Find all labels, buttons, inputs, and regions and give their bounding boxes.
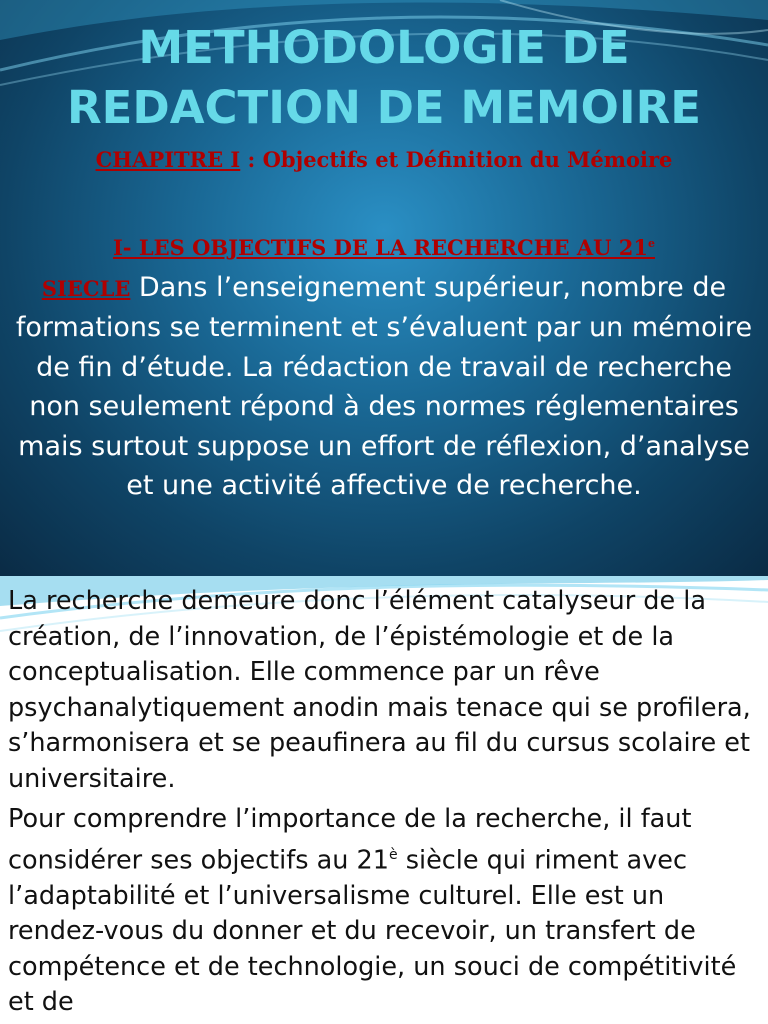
text-panel [0, 576, 768, 1024]
slide-body [8, 224, 760, 506]
title-line-1: METHODOLOGIE DE [138, 21, 630, 74]
section-heading-sup: e [648, 237, 656, 250]
paragraph-2 [8, 802, 763, 1021]
section-heading-text: I- LES OBJECTIFS DE LA RECHERCHE AU 21 [112, 235, 649, 260]
title-line-2: REDACTION DE MEMOIRE [66, 81, 702, 134]
chapter-heading [0, 147, 768, 172]
paragraph-2-text-b: siècle qui riment avec l’adaptabilité et l’universalisme culturel. Elle est un rendez-vous du donner et du recevoir, un transfert de compétence et de technologie, un souci de compétitivité et de [8, 845, 737, 1017]
paragraph-1: La recherche demeure donc l’élément catalyseur de la création, de l’innovation, de l’épistémologie et de la conceptualisation. Elle commence par un rêve psychanalytiquement anodin mais tenace qui se profilera, s’harmonisera et se peaufinera au fil du cursus scolaire et universitaire. [8, 586, 751, 794]
slide-title [0, 18, 768, 138]
paragraph-2-sup: è [388, 846, 398, 863]
paragraph-2-text-a: Pour comprendre l’importance de la recherche, il faut considérer ses objectifs au 21 [8, 804, 692, 875]
slide-body-text: Dans l’enseignement supérieur, nombre de formations se terminent et s’évaluent par un mémoire de fin d’étude. La rédaction de travail de recherche non seulement répond à des normes réglementaires mais surtout suppose un effort de réflexion, d’analyse et une activité affective de recherche. [15, 271, 753, 501]
section-heading-text-2: SIECLE [41, 275, 131, 301]
chapter-prefix: CHAPITRE I [95, 147, 241, 172]
chapter-title: : Objectifs et Définition du Mémoire [240, 147, 673, 172]
